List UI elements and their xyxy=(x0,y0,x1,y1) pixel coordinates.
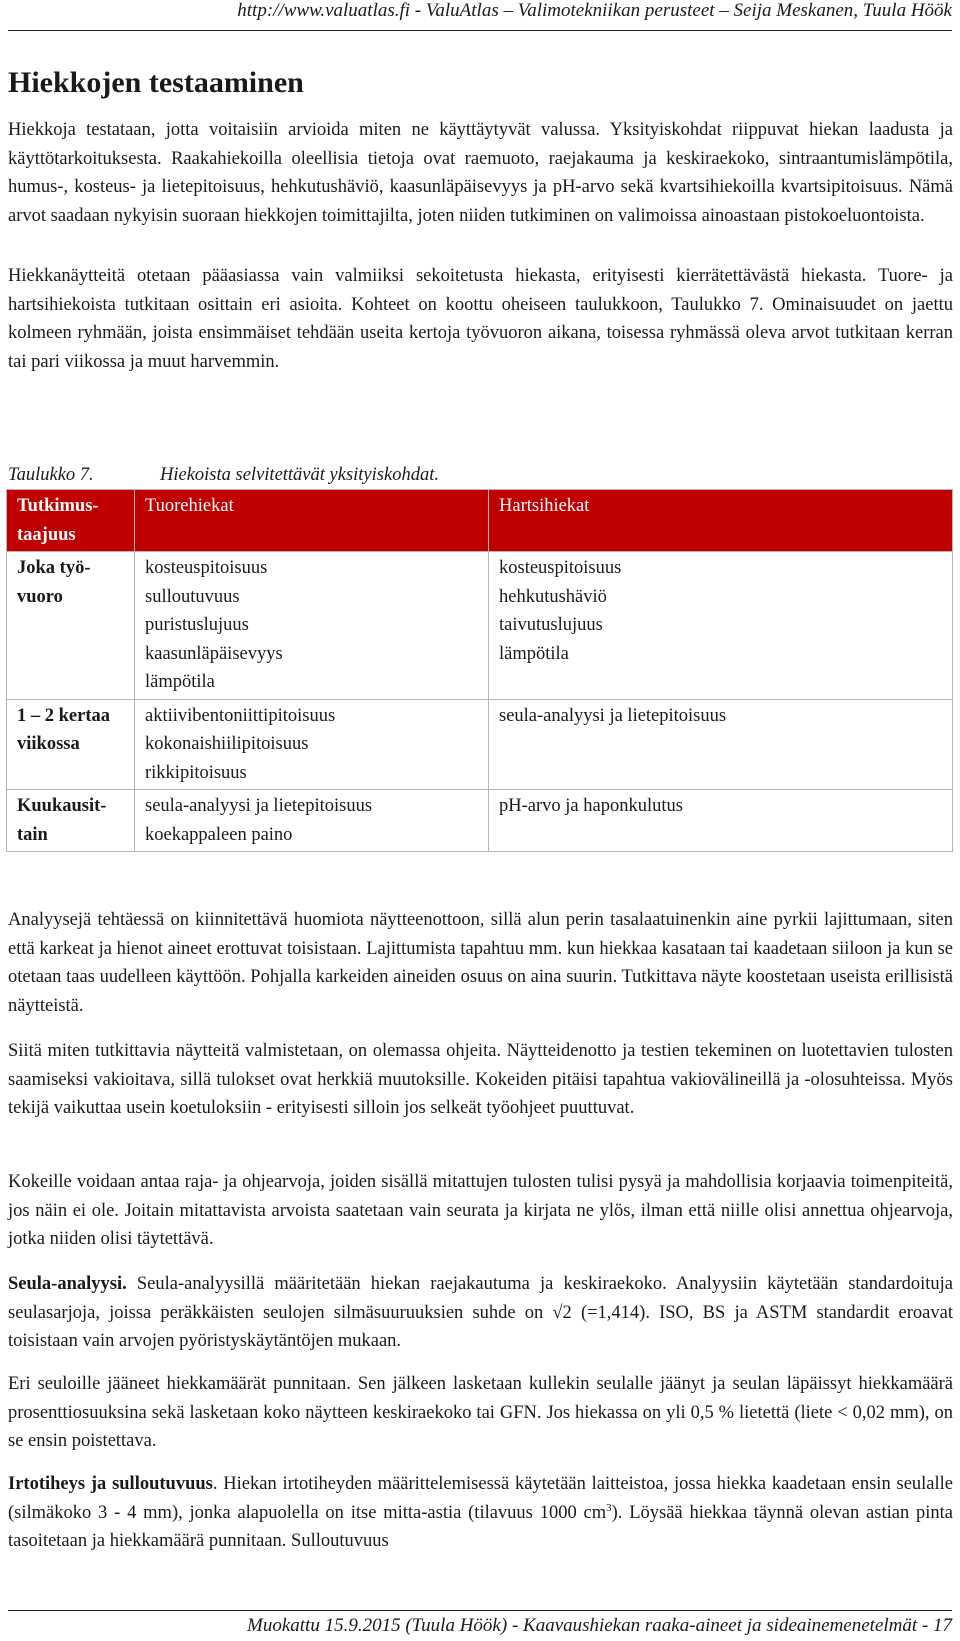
test-item: lämpötila xyxy=(145,672,215,692)
row-frequency: 1 – 2 kertaa viikossa xyxy=(7,699,135,790)
test-item: taivutuslujuus xyxy=(499,615,603,635)
row-frequency: Kuukausit-tain xyxy=(7,790,135,852)
body-paragraph-4: Siitä miten tutkittavia näytteitä valmistetaan, on olemassa ohjeita. Näytteidenotto ja testien tekeminen on luotettavien tulosten saamiseksi vakioitava, sillä tulokset ovat herkkiä muutoksille. Kokeiden pitäisi tapahtua vakiovälineillä ja -olosuhteissa. Myös tekijä vaikuttaa usein koetuloksiin - erityisesti silloin jos selkeät työohjeet puuttuvat. xyxy=(8,1041,953,1118)
table-caption-text: Hiekoista selvitettävät yksityiskohdat. xyxy=(160,465,439,485)
test-item: pH-arvo ja haponkulutus xyxy=(499,796,683,816)
test-item: seula-analyysi ja lietepitoisuus xyxy=(499,705,727,726)
test-item: kokonaishiilipitoisuus xyxy=(145,734,309,754)
body-paragraph-7: Eri seuloille jääneet hiekkamäärät punnitaan. Sen jälkeen lasketaan kullekin seulalle jäänyt ja seulan läpäissyt hiekkamäärä prosenttiosuuksina sekä lasketaan koko näytteen keskiraekoko tai GFN. Jos hiekassa on yli 0,5 % lietettä (liete < 0,02 mm), on se ensin poistettava. xyxy=(8,1374,953,1451)
bulk-density-text-b: ). Löysää hiekkaa täynnä olevan astian pinta tasoitetaan ja hiekkamäärä punnitaan. Sulloutuvuus xyxy=(8,1502,953,1551)
table-header-row xyxy=(7,490,953,552)
sieve-analysis-text: Seula-analyysillä määritetään hiekan raejakautuma ja keskiraekoko. Analyysiin käytetään standardoituja seulasarjoja, joissa peräkkäisten seulojen silmäsuuruuksien suhde on √2 (=1,414). ISO, BS ja ASTM standardit eroavat toisistaan vain arvojen pyöristyskäytäntöjen mukaan. xyxy=(8,1274,953,1351)
test-item: kosteuspitoisuus xyxy=(499,558,622,578)
body-paragraph-8 xyxy=(8,1470,953,1556)
test-item: puristuslujuus xyxy=(145,615,249,635)
table-row xyxy=(7,699,953,790)
test-item: koekappaleen paino xyxy=(145,824,293,845)
row-fresh-tests xyxy=(135,790,489,852)
test-item: rikkipitoisuus xyxy=(145,762,247,783)
row-resin-tests xyxy=(489,790,953,852)
header-fresh-sands: Tuorehiekat xyxy=(135,490,489,552)
test-item: hehkutushäviö xyxy=(499,586,607,607)
body-paragraph-3: Analyysejä tehtäessä on kiinnitettävä huomiota näytteenottoon, sillä alun perin tasalaatuinenkin aine pyrkii lajittumaan, siten että karkeat ja hienot aineet erottuvat toisistaan. Lajittumista tapahtuu mm. kun hiekkaa kasataan tai kaadetaan siiloon ja kun se otetaan taas uudelleen käyttöön. Pohjalla karkeiden aineiden osuus on aina suurin. Tutkittava näyte koostetaan useista erillisistä näytteistä. xyxy=(8,910,953,1016)
body-paragraph-5: Kokeille voidaan antaa raja- ja ohjearvoja, joiden sisällä mitattujen tulosten tulisi pysyä ja mahdollisia korjaavia toimenpiteitä, jos näin ei ole. Joitain mitattavista arvoista saatetaan vain seurata ja kirjata ne ylös, ilman että niille olisi annettua ohjearvoja, jotka niiden olisi täytettävä. xyxy=(8,1172,953,1249)
intro-paragraph-1: Hiekkoja testataan, jotta voitaisiin arvioida miten ne käyttäytyvät valussa. Yksityiskohdat riippuvat hiekan laadusta ja käyttötarkoituksesta. Raakahiekoilla oleellisia tietoja ovat raemuoto, raejakauma ja keskiraekoko, sintraantumislämpötila, humus-, kosteus- ja lietepitoisuus, hehkutushäviö, kaasunläpäisevyys ja pH-arvo sekä kvartsihiekoilla kvartsipitoisuus. Nämä arvot saadaan nykyisin suoraan hiekkojen toimittajilta, joten niiden tutkiminen on valimoissa ainoastaan pistokoeluontoista. xyxy=(8,120,953,226)
test-item: lämpötila xyxy=(499,643,569,664)
body-paragraph-6 xyxy=(8,1270,953,1356)
row-resin-tests xyxy=(489,552,953,700)
section-heading-sieve-analysis: Seula-analyysi. xyxy=(8,1274,127,1294)
page-footer: Muokattu 15.9.2015 (Tuula Höök) - Kaavaushiekan raaka-aineet ja sideainemenetelmät - 17 xyxy=(8,1610,952,1641)
header-resin-sands: Hartsihiekat xyxy=(489,490,953,552)
section-heading-bulk-density: Irtotiheys ja sulloutuvuus xyxy=(8,1474,213,1494)
superscript-3: 3 xyxy=(606,1501,612,1514)
test-item: sulloutuvuus xyxy=(145,586,240,607)
table-row xyxy=(7,790,953,852)
intro-paragraph-2: Hiekkanäytteitä otetaan pääasiassa vain valmiiksi sekoitetusta hiekasta, erityisesti kierrätettävästä hiekasta. Tuore- ja hartsihiekoista tutkitaan osittain eri asioita. Kohteet on koottu oheiseen taulukkoon, Taulukko 7. Ominaisuudet on jaettu kolmeen ryhmään, joista ensimmäiset tehdään useita kertoja työvuoron aikana, toisessa ryhmässä oleva arvot tutkitaan kerran tai pari viikossa ja muut harvemmin. xyxy=(8,266,953,372)
page-title: Hiekkojen testaaminen xyxy=(8,66,304,99)
table-row xyxy=(7,552,953,700)
bulk-density-text-a: . Hiekan irtotiheyden määrittelemisessä käytetään laitteistoa, jossa hiekka kaadetaan ensin seulalle (silmäkoko 3 - 4 mm), jonka alapuolella on itse mitta-astia (tilavuus 1000 cm xyxy=(8,1474,953,1523)
test-item: kosteuspitoisuus xyxy=(145,558,268,578)
row-frequency: Joka työ-vuoro xyxy=(7,552,135,700)
page-header: http://www.valuatlas.fi - ValuAtlas – Valimotekniikan perusteet – Seija Meskanen, Tuula Höök xyxy=(8,0,952,31)
table-caption-label: Taulukko 7. xyxy=(8,465,94,485)
row-fresh-tests xyxy=(135,699,489,790)
sand-testing-table xyxy=(6,489,953,852)
test-item: seula-analyysi ja lietepitoisuus xyxy=(145,796,373,816)
row-resin-tests xyxy=(489,699,953,790)
header-frequency: Tutkimus-taajuus xyxy=(7,490,135,552)
row-fresh-tests xyxy=(135,552,489,700)
test-item: kaasunläpäisevyys xyxy=(145,643,283,664)
test-item: aktiivibentoniittipitoisuus xyxy=(145,705,336,726)
